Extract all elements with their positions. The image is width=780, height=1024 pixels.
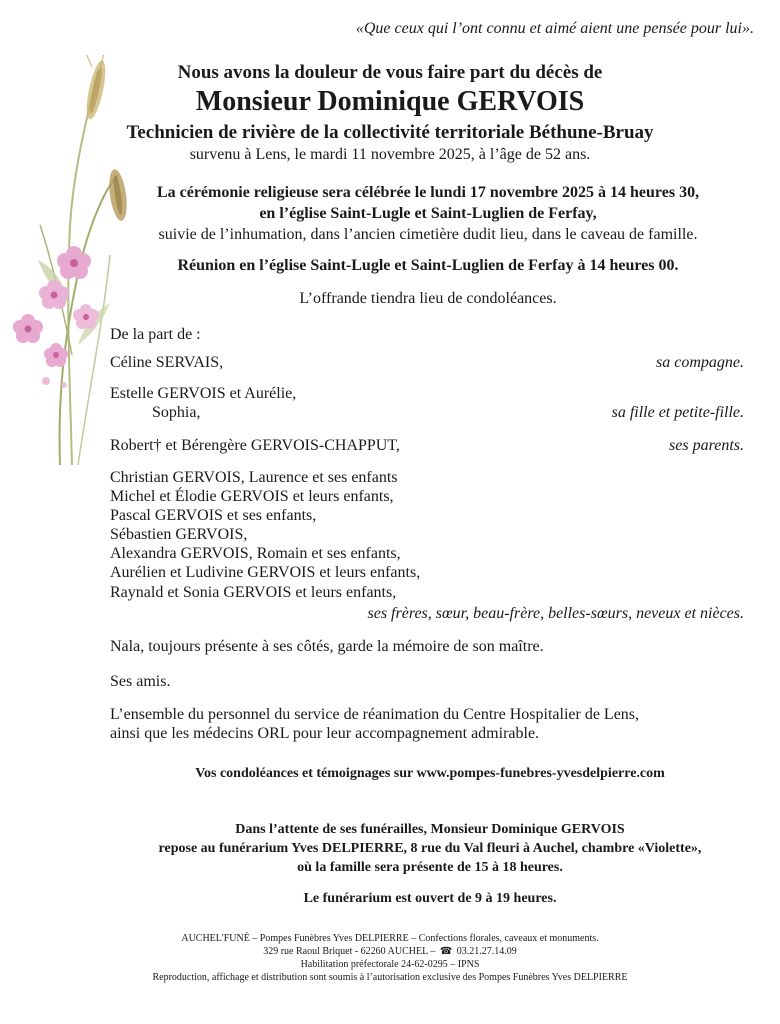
ceremony-line-1: La cérémonie religieuse sera célébrée le lundi 17 novembre 2025 à 14 heures 30,: [156, 184, 700, 201]
condolences-website: Vos condoléances et témoignages sur www.pompes-funebres-yvesdelpierre.com: [195, 766, 665, 781]
children-relation: sa fille et petite-fille.: [611, 404, 744, 421]
pink-flower-icon: [13, 314, 43, 343]
ceremony-offering: L’offrande tiendra lieu de condoléances.: [299, 290, 557, 307]
parents-relation: ses parents.: [669, 437, 744, 454]
siblings-relation: ses frères, sœur, beau-frère, belles-sœurs, neveux et nièces.: [367, 605, 744, 622]
partner-relation: sa compagne.: [656, 354, 744, 371]
funerarium-line-1: Dans l’attente de ses funérailles, Monsieur Dominique GERVOIS: [235, 822, 625, 837]
ceremony-line-3: suivie de l’inhumation, dans l’ancien cimetière dudit lieu, dans le caveau de famille.: [158, 226, 698, 243]
children-line-2: Sophia,: [152, 404, 201, 421]
footer-reproduction: Reproduction, affichage et distribution sont soumis à l’autorisation exclusive des Pompes Funèbres Yves DELPIERRE: [152, 972, 628, 983]
announcement-intro: Nous avons la douleur de vous faire part du décès de: [177, 62, 603, 83]
partner-name: Céline SERVAIS,: [110, 354, 224, 371]
footer-phone: 03.21.27.14.09: [456, 946, 517, 957]
footer-habilitation: Habilitation préfectorale 24-62-0295 – IPNS: [300, 959, 480, 970]
funerarium-line-2: repose au funérarium Yves DELPIERRE, 8 rue du Val fleuri à Auchel, chambre «Violette»,: [158, 841, 702, 856]
sibling-line: Sébastien GERVOIS,: [110, 526, 248, 543]
funerarium-line-3: où la famille sera présente de 15 à 18 heures.: [297, 860, 563, 875]
parents-name: Robert† et Bérengère GERVOIS-CHAPPUT,: [110, 437, 400, 454]
pink-flower-icon: [73, 304, 99, 329]
deceased-name: Monsieur Dominique GERVOIS: [195, 86, 585, 117]
footer-address: 329 rue Raoul Briquet - 62260 AUCHEL –: [263, 946, 436, 957]
sibling-line: Pascal GERVOIS et ses enfants,: [110, 507, 317, 524]
ceremony-meeting: Réunion en l’église Saint-Lugle et Saint-Luglien de Ferfay à 14 heures 00.: [177, 257, 679, 274]
pink-flower-icon: [57, 246, 91, 279]
telephone-icon: ☎: [439, 946, 453, 957]
staff-line-2: ainsi que les médecins ORL pour leur accompagnement admirable.: [110, 725, 540, 742]
sibling-line: Raynald et Sonia GERVOIS et leurs enfants,: [110, 584, 397, 601]
funerarium-hours: Le funérarium est ouvert de 9 à 19 heures.: [303, 891, 557, 906]
footer-address-line: [40, 946, 740, 957]
deceased-profession: Technicien de rivière de la collectivité territoriale Béthune-Bruay: [126, 122, 654, 143]
epigraph: «Que ceux qui l’ont connu et aimé aient une pensée pour lui».: [355, 20, 754, 37]
ceremony-line-2: en l’église Saint-Lugle et Saint-Luglien de Ferfay,: [259, 205, 597, 222]
pink-flower-icon: [39, 280, 69, 309]
family-header: De la part de :: [110, 326, 201, 343]
friends-line: Ses amis.: [110, 673, 171, 690]
sibling-line: Christian GERVOIS, Laurence et ses enfants: [110, 469, 398, 486]
sibling-line: Alexandra GERVOIS, Romain et ses enfants,: [110, 545, 401, 562]
children-line-1: Estelle GERVOIS et Aurélie,: [110, 385, 297, 402]
pet-line: Nala, toujours présente à ses côtés, garde la mémoire de son maître.: [110, 638, 544, 655]
death-info: survenu à Lens, le mardi 11 novembre 2025, à l’âge de 52 ans.: [189, 146, 591, 163]
sibling-line: Michel et Élodie GERVOIS et leurs enfants,: [110, 488, 394, 505]
sibling-line: Aurélien et Ludivine GERVOIS et leurs enfants,: [110, 564, 421, 581]
staff-line-1: L’ensemble du personnel du service de réanimation du Centre Hospitalier de Lens,: [110, 706, 640, 723]
footer-company: AUCHEL'FUNÉ – Pompes Funèbres Yves DELPIERRE – Confections florales, caveaux et monuments.: [181, 933, 599, 944]
